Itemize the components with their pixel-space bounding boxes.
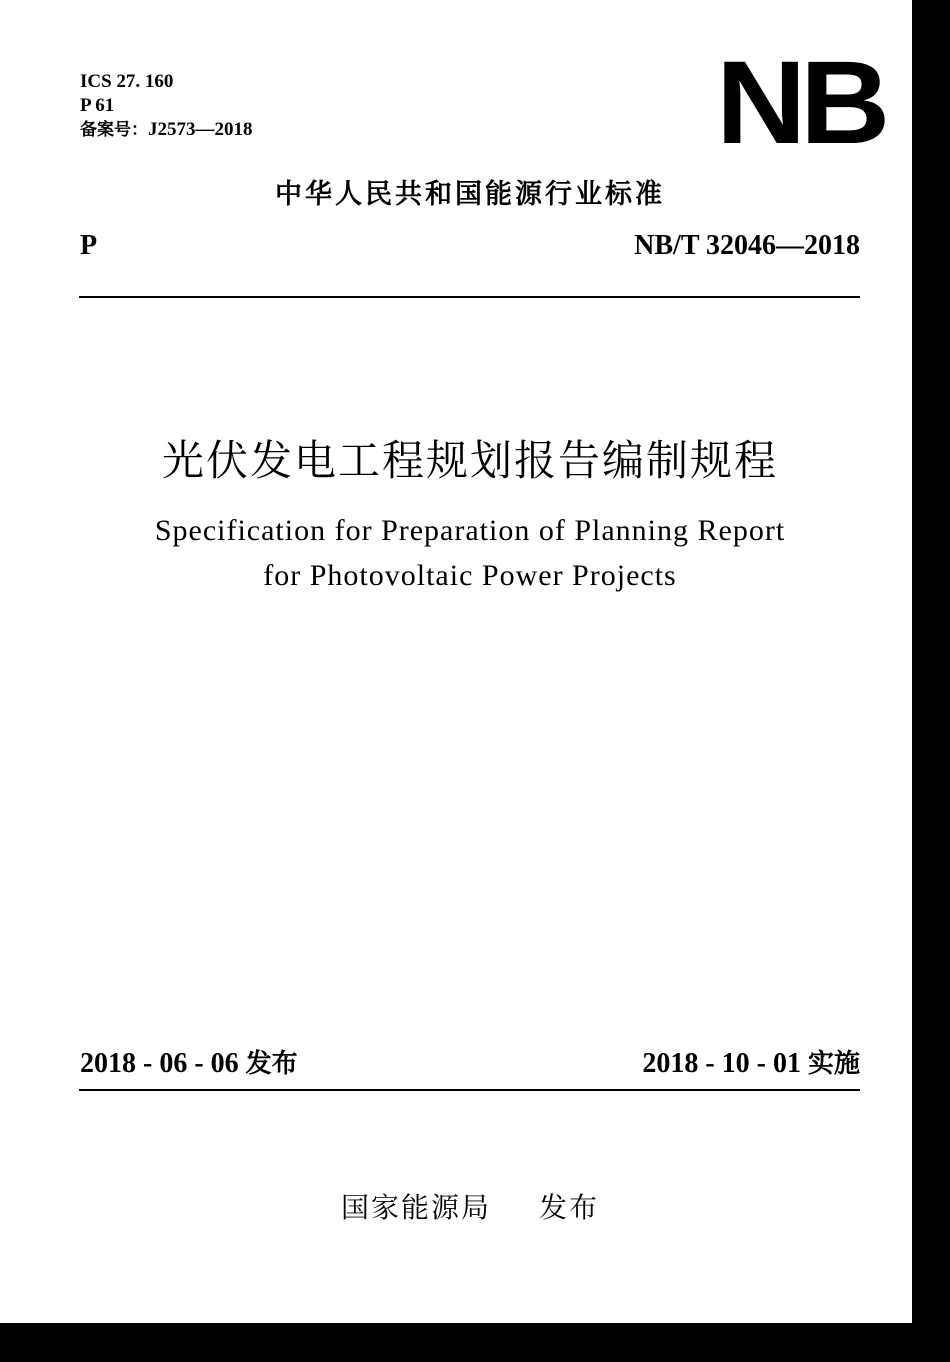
classification-letter: P [80, 230, 98, 261]
nb-logo: NB [716, 37, 884, 169]
title-english-line1: Specification for Preparation of Planning Report [154, 514, 786, 547]
effective-date-line [642, 1043, 860, 1080]
record-number-line [80, 118, 253, 142]
publisher-name: 国家能源局 [340, 1191, 491, 1224]
industry-standard-title: 中华人民共和国能源行业标准 [275, 179, 665, 210]
header-divider [79, 296, 860, 298]
standard-number: NB/T 32046—2018 [634, 230, 860, 261]
title-chinese: 光伏发电工程规划报告编制规程 [161, 436, 778, 485]
record-label: 备案号： [80, 120, 148, 140]
title-english-line2: for Photovoltaic Power Projects [263, 559, 677, 592]
record-number: J2573—2018 [148, 119, 253, 140]
effective-label: 实施 [807, 1049, 860, 1079]
issue-label: 发布 [245, 1049, 298, 1079]
classification-block [80, 70, 253, 142]
issue-date-line [80, 1043, 298, 1080]
publish-label: 发布 [539, 1191, 600, 1224]
ccs-code: P 61 [80, 95, 115, 116]
issue-date: 2018 - 06 - 06 [80, 1048, 239, 1079]
ics-code: ICS 27. 160 [80, 71, 174, 92]
date-divider [79, 1089, 860, 1091]
publisher-line [0, 1186, 940, 1226]
title-english [0, 508, 940, 598]
effective-date: 2018 - 10 - 01 [642, 1048, 801, 1079]
